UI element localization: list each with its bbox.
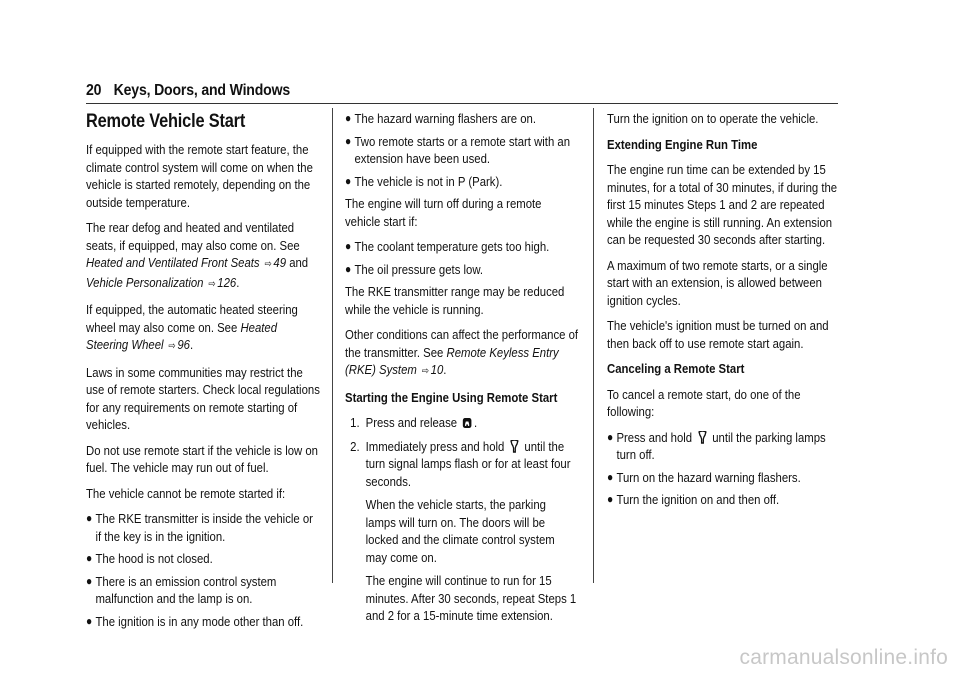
bullet-icon: ●: [345, 173, 352, 188]
list-item: ● The RKE transmitter is inside the vehicle or if the key is in the ignition.: [86, 511, 313, 544]
cross-reference-link[interactable]: Heated and Ventilated Front Seats: [86, 255, 260, 270]
watermark: carmanualsonline.info: [739, 646, 948, 669]
list-item: ● There is an emission control system malfunction and the lamp is on.: [86, 573, 277, 606]
bullet-icon: ●: [345, 261, 352, 276]
page-reference[interactable]: 126: [217, 274, 237, 290]
bullet-icon: ●: [86, 511, 93, 525]
paragraph: The engine will turn off during a remote vehicle start if:: [345, 196, 542, 229]
paragraph: The vehicle cannot be remote started if:: [86, 485, 286, 501]
section-heading: Starting the Engine Using Remote Start: [345, 389, 558, 405]
page-reference-arrow-icon: ⇨: [208, 278, 216, 290]
column-divider: [332, 108, 333, 583]
list-item: ● The vehicle is not in P (Park).: [345, 173, 503, 189]
list-item: ● Press and hold until the parking lamps turn off.: [607, 429, 826, 462]
step-detail: When the vehicle starts, the parking lamps will turn on. The doors will be locked and the climate control system may come on.: [365, 497, 555, 565]
cross-reference-link[interactable]: Vehicle Personalization: [86, 274, 204, 290]
paragraph: The RKE transmitter range may be reduced while the vehicle is running.: [345, 284, 565, 317]
section-title: Keys, Doors, and Windows: [113, 82, 291, 99]
column-divider: [593, 108, 594, 583]
paragraph: Do not use remote start if the vehicle is low on fuel. The vehicle may run out of fuel.: [86, 442, 318, 475]
column-2: [345, 110, 579, 631]
paragraph: To cancel a remote start, do one of the following:: [607, 386, 801, 419]
page-header: [86, 82, 290, 100]
bullet-icon: ●: [607, 492, 614, 506]
paragraph: If equipped with the remote start feature, the climate control system will come on when the vehicle is started remotely, depending on the outside temperature.: [86, 142, 313, 210]
list-item: ● The ignition is in any mode other than off.: [86, 613, 304, 629]
page-reference[interactable]: 10: [430, 362, 444, 377]
paragraph: The engine run time can be extended by 15 minutes, for a total of 30 minutes, if during the first 15 minutes Steps 1 and 2 are repeated while the engine is still running. An extension can be requested 30 seconds after starting.: [607, 162, 838, 247]
cross-reference-link[interactable]: Remote Keyless Entry (RKE) System: [345, 344, 559, 377]
step-item: 1. Press and release .: [350, 415, 478, 430]
step-detail: The engine will continue to run for 15 minutes. After 30 seconds, repeat Steps 1 and 2 for a 15-minute time extension.: [365, 573, 577, 623]
list-item: ● Two remote starts or a remote start with an extension have been used.: [345, 133, 571, 166]
remote-start-arrow-icon: [697, 431, 707, 444]
column-3: [607, 110, 841, 514]
bullet-icon: ●: [607, 429, 614, 444]
paragraph: The rear defog and heated and ventilated seats, if equipped, may also come on. See Heated and Ventilated Front Seats ⇨ 49 and Vehicle Personalization ⇨ 126.: [86, 220, 309, 290]
list-item: ● The hazard warning flashers are on.: [345, 111, 537, 126]
remote-start-icon: [462, 417, 472, 429]
section-heading: Extending Engine Run Time: [607, 136, 758, 152]
page-reference-arrow-icon: ⇨: [421, 366, 429, 377]
remote-start-arrow-icon: [509, 440, 519, 453]
section-heading: Canceling a Remote Start: [607, 361, 745, 376]
list-item: ● The oil pressure gets low.: [345, 261, 484, 277]
page-reference[interactable]: 96: [177, 337, 190, 352]
bullet-icon: ●: [345, 111, 352, 125]
page-reference-arrow-icon: ⇨: [168, 341, 176, 352]
bullet-icon: ●: [607, 469, 614, 484]
list-item: ● Turn the ignition on and then off.: [607, 492, 780, 507]
step-number: 1.: [350, 415, 360, 430]
bullet-icon: ●: [86, 613, 93, 628]
header-rule: [86, 103, 838, 104]
bullet-icon: ●: [345, 239, 352, 253]
bullet-icon: ●: [86, 573, 93, 588]
page-reference[interactable]: 49: [273, 255, 287, 270]
cross-reference-link[interactable]: Heated Steering Wheel: [86, 319, 278, 352]
bullet-icon: ●: [86, 551, 93, 565]
paragraph: Laws in some communities may restrict the use of remote starters. Check local regulations for any requirements on remote starting of vehicles.: [86, 364, 320, 432]
paragraph: A maximum of two remote starts, or a single start with an extension, is allowed between ignition cycles.: [607, 257, 828, 308]
page-reference-arrow-icon: ⇨: [264, 259, 272, 270]
paragraph: Turn the ignition on to operate the vehicle.: [607, 111, 819, 126]
bullet-icon: ●: [345, 133, 352, 148]
page-number: 20: [86, 82, 102, 99]
paragraph: Other conditions can affect the performance of the transmitter. See Remote Keyless Entry (RKE) System ⇨ 10.: [345, 327, 579, 377]
step-number: 2.: [350, 438, 360, 454]
list-item: ● Turn on the hazard warning flashers.: [607, 469, 801, 485]
list-item: ● The hood is not closed.: [86, 551, 213, 566]
column-1: [86, 110, 320, 635]
paragraph: The vehicle's ignition must be turned on and then back off to use remote start again.: [607, 318, 829, 351]
list-item: ● The coolant temperature gets too high.: [345, 239, 550, 254]
page-title: Remote Vehicle Start: [86, 111, 246, 132]
paragraph: If equipped, the automatic heated steering wheel may also come on. See Heated Steering Wheel ⇨ 96.: [86, 302, 298, 352]
step-item: 2. Immediately press and hold until the turn signal lamps flash or for at least four seconds.: [350, 438, 571, 489]
